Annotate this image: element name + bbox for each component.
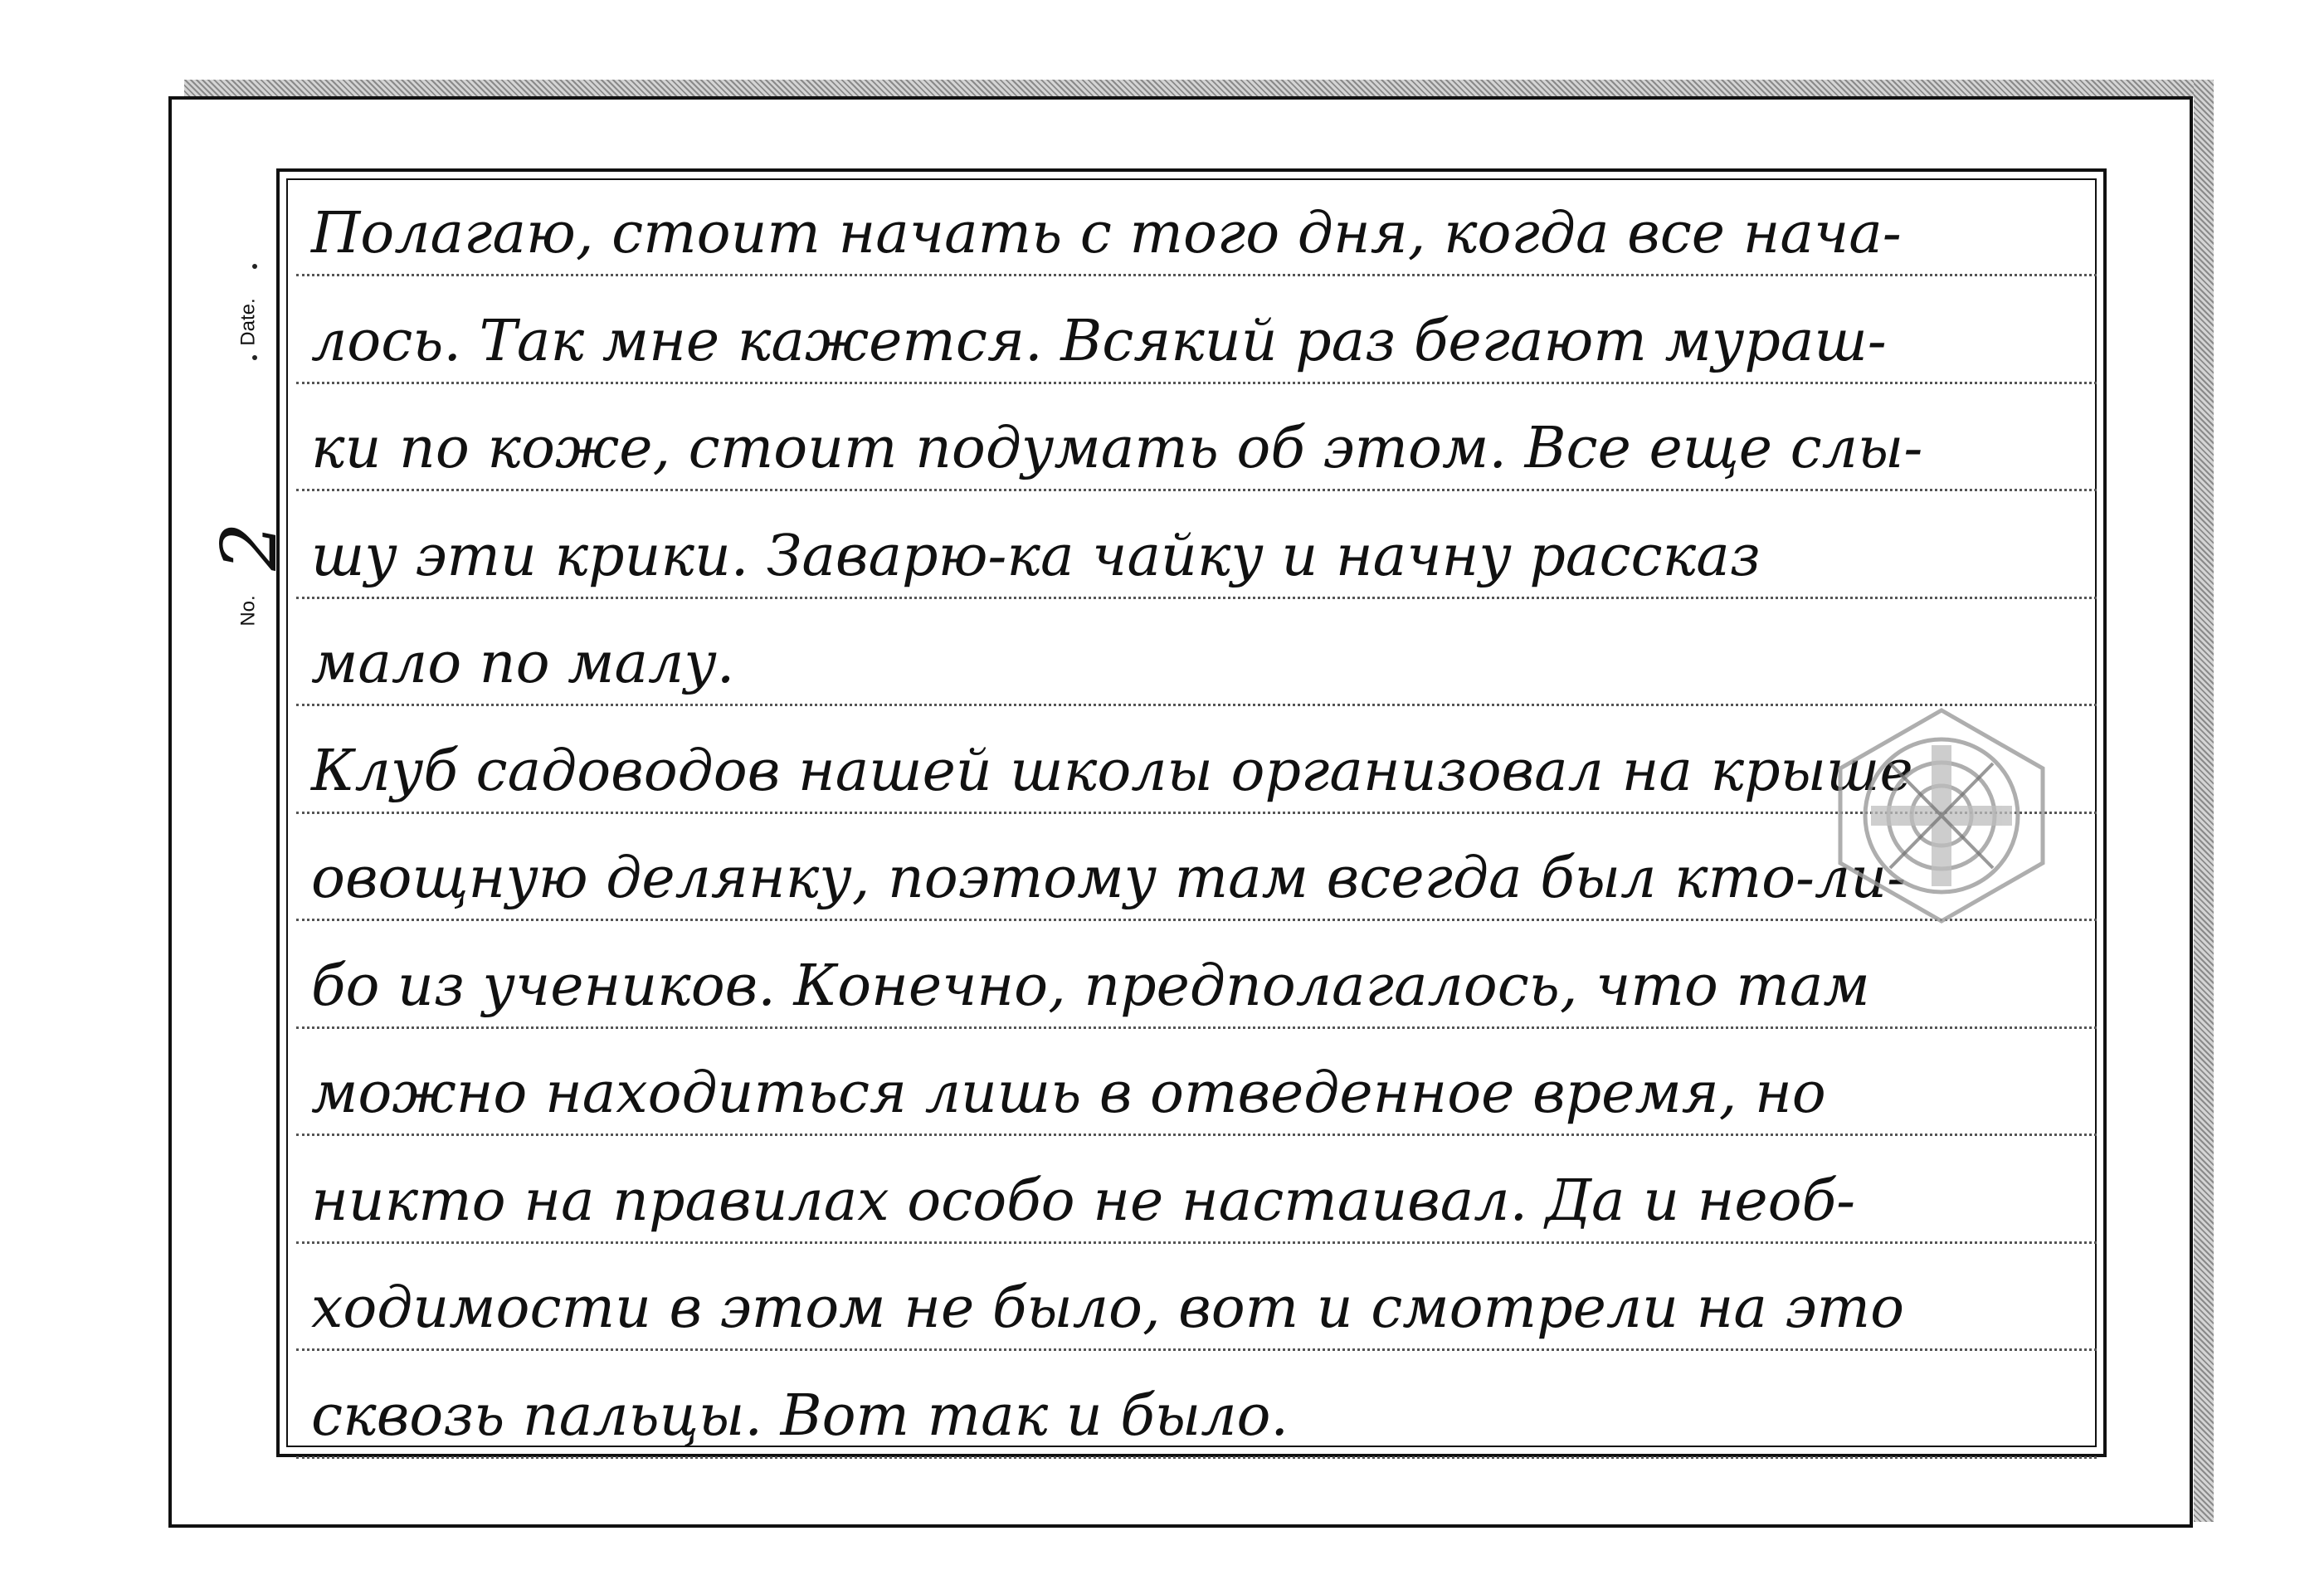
text-line-content: можно находиться лишь в отведенное время, но <box>311 1060 1826 1126</box>
text-line-content: мало по малу. <box>311 631 735 696</box>
text-line <box>311 1347 2087 1456</box>
text-line <box>311 917 2087 1026</box>
text-line-content: лось. Так мне кажется. Всякий раз бегают мураш- <box>311 308 1887 374</box>
page-margin-label <box>204 256 294 637</box>
date-dot-2 <box>252 355 257 360</box>
stamp-emblem-icon <box>1825 695 2058 936</box>
text-line <box>311 594 2087 704</box>
number-prefix: No. <box>236 594 260 627</box>
text-line <box>311 164 2087 274</box>
text-line <box>311 1024 2087 1134</box>
text-line <box>311 702 2087 812</box>
date-dot-1 <box>252 264 257 269</box>
date-label: Date. <box>237 298 260 346</box>
ruled-line <box>296 1456 2097 1459</box>
text-line-content: шу эти крики. Заварю-ка чайку и начну рассказ <box>311 523 1761 589</box>
page-shadow-top <box>184 80 2214 98</box>
text-line-content: ки по коже, стоит подумать об этом. Все еще слы- <box>311 416 1923 481</box>
text-line-content: сквозь пальцы. Вот так и было. <box>311 1382 1289 1449</box>
text-line-content: никто на правилах особо не настаивал. Да и необ- <box>311 1168 1856 1234</box>
page-number: 2 <box>204 521 294 571</box>
text-line <box>311 809 2087 919</box>
text-line <box>311 1239 2087 1348</box>
text-line-content: овощную делянку, поэтому там всегда был кто-ли- <box>311 846 1907 911</box>
text-line-content: бо из учеников. Конечно, предполагалось, что там <box>311 953 1870 1019</box>
text-line <box>311 272 2087 382</box>
text-line-content: Клуб садоводов нашей школы организовал на крыше <box>311 738 1913 804</box>
text-line <box>311 1132 2087 1241</box>
text-line-content: Полагаю, стоит начать с того дня, когда все нача- <box>311 201 1902 266</box>
text-line <box>311 487 2087 597</box>
text-line-content: ходимости в этом не было, вот и смотрели на это <box>311 1275 1905 1341</box>
text-line <box>311 379 2087 489</box>
page-shadow-right <box>2194 80 2214 1522</box>
